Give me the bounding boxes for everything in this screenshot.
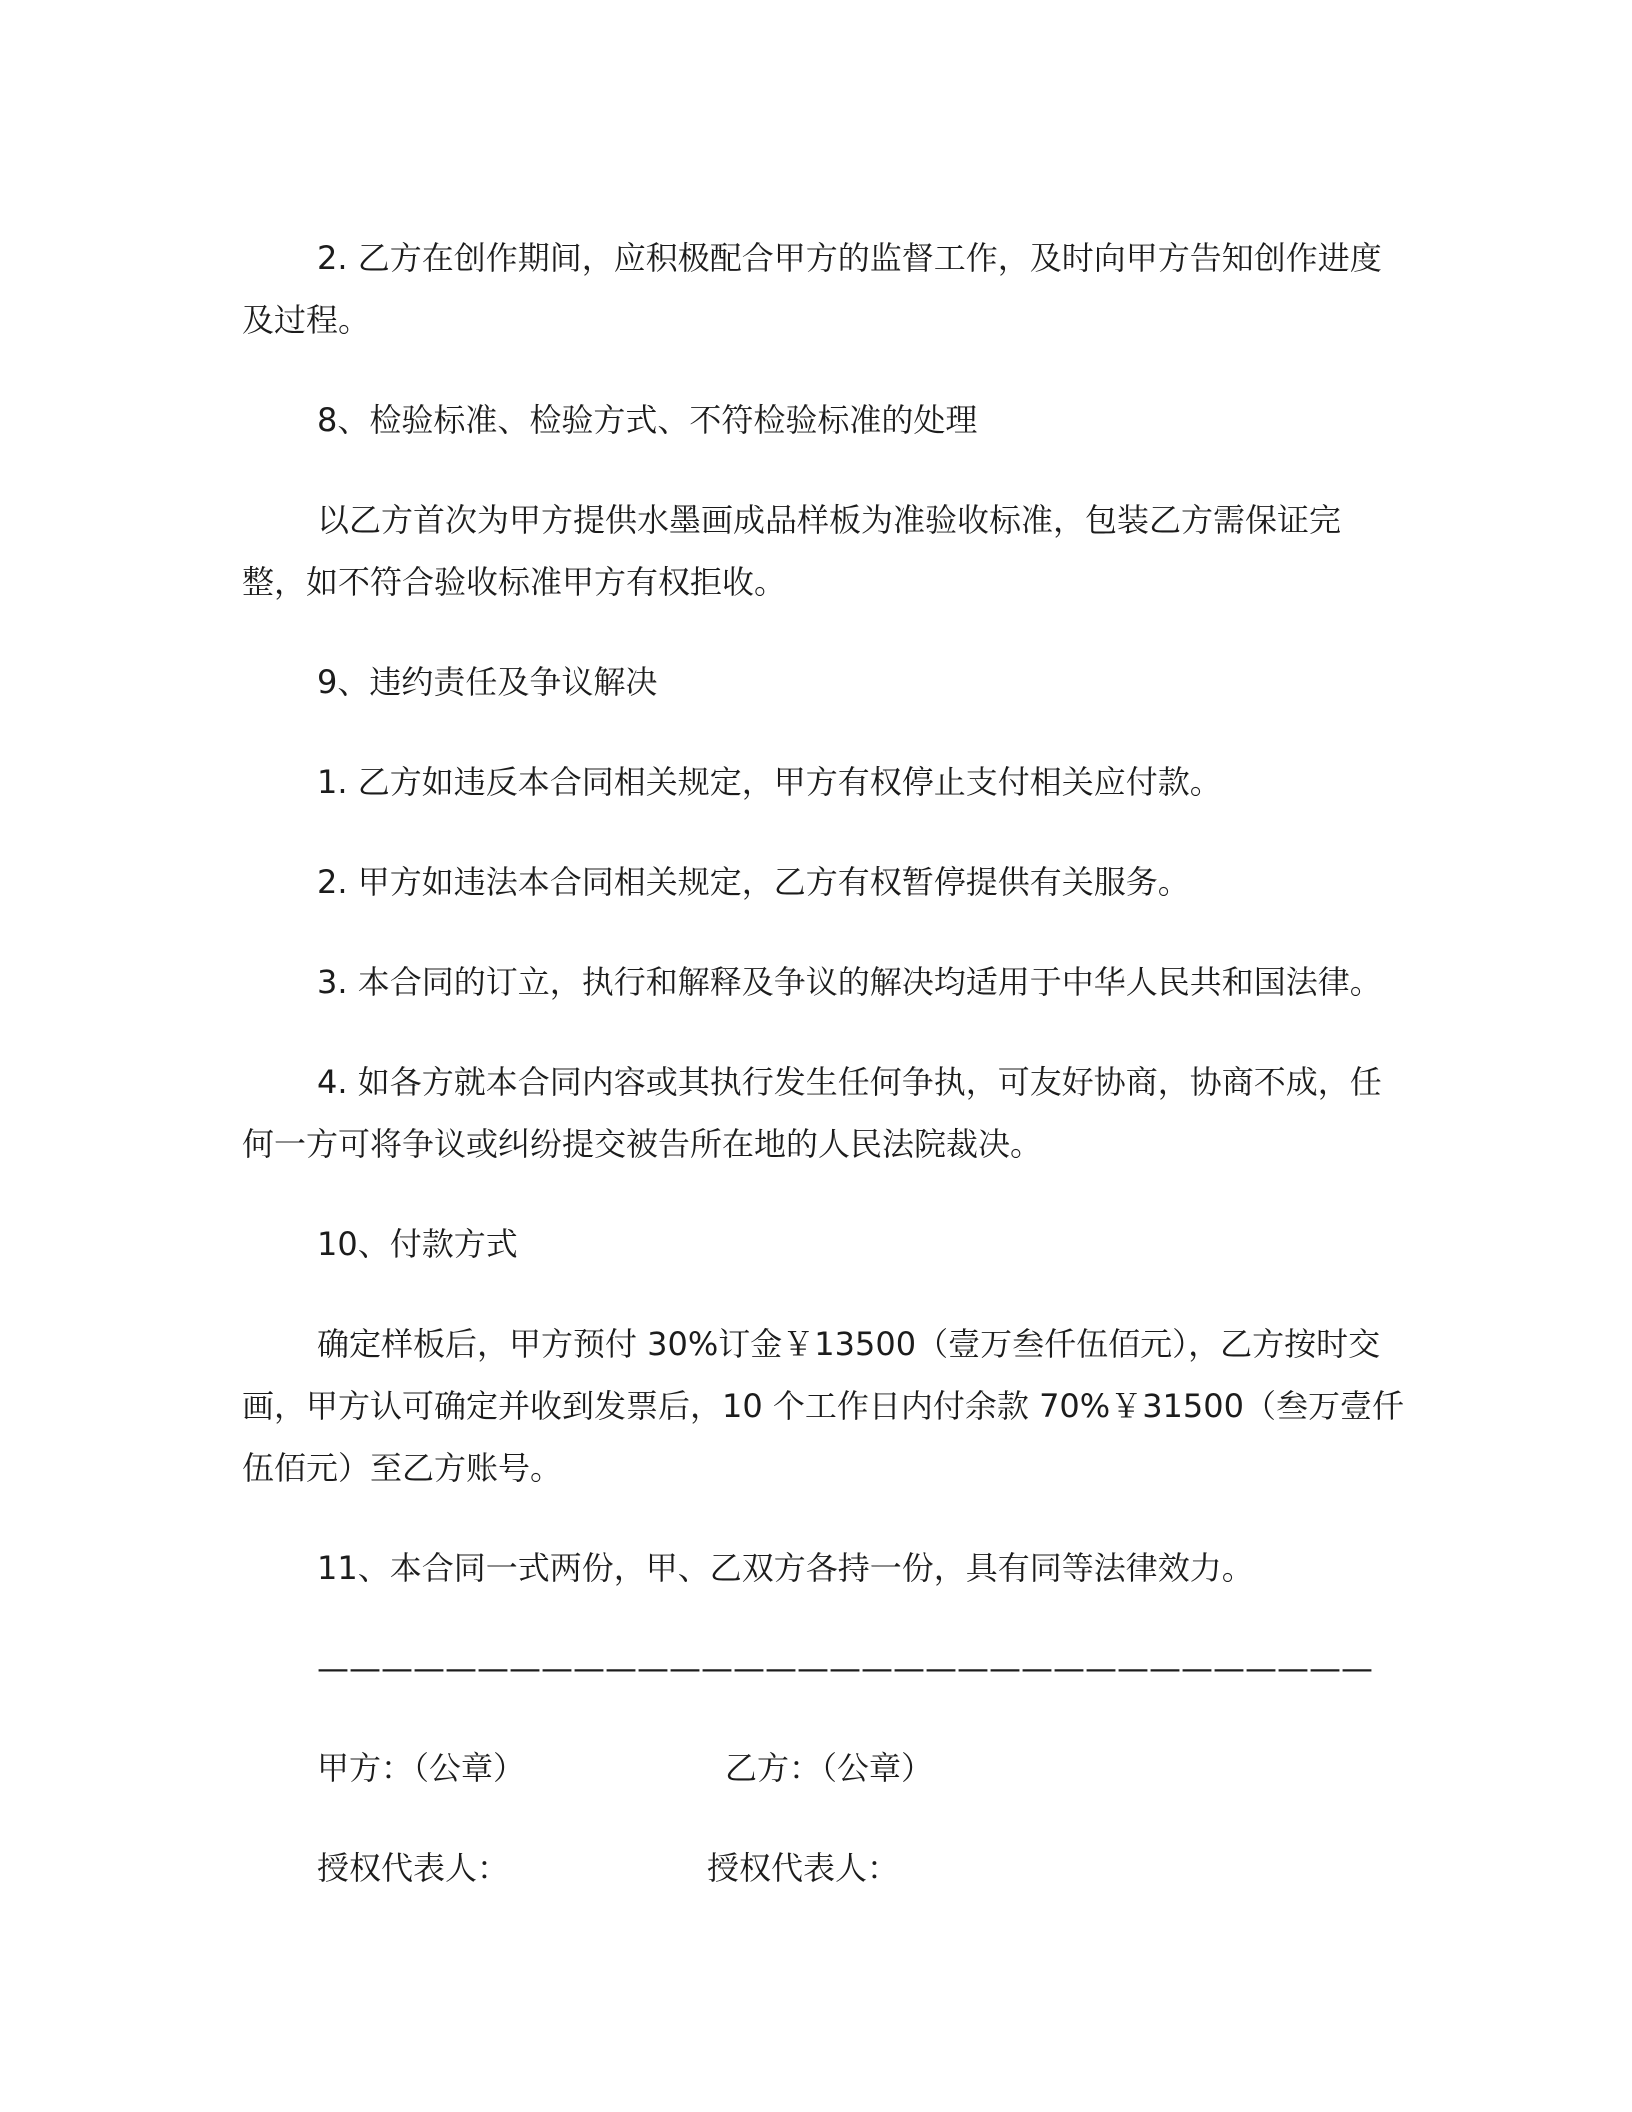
text-line: 11、本合同一式两份，甲、乙双方各持一份，具有同等法律效力。 bbox=[317, 1549, 1254, 1587]
separator-line: ————————————————————————————————— bbox=[317, 1649, 1373, 1687]
party-a-seal-label: 甲方：（公章） bbox=[317, 1749, 526, 1787]
breach-clause-3 bbox=[242, 951, 1442, 1013]
contract-body bbox=[242, 227, 1442, 1937]
inspection-standard-paragraph bbox=[242, 489, 1442, 613]
section-9-heading bbox=[242, 651, 1442, 713]
breach-clause-4 bbox=[242, 1051, 1442, 1175]
text-line: 4. 如各方就本合同内容或其执行发生任何争执，可友好协商，协商不成，任 bbox=[317, 1063, 1382, 1101]
text-line: 画，甲方认可确定并收到发票后，10 个工作日内付余款 70%￥31500（叁万壹仟 bbox=[242, 1387, 1404, 1425]
text-line: 确定样板后，甲方预付 30%订金￥13500（壹万叁仟伍佰元），乙方按时交 bbox=[317, 1325, 1381, 1363]
text-line: 10、付款方式 bbox=[317, 1225, 518, 1263]
text-line: 以乙方首次为甲方提供水墨画成品样板为准验收标准，包装乙方需保证完 bbox=[317, 501, 1342, 539]
clause-creation-cooperation bbox=[242, 227, 1442, 351]
text-line: 整，如不符合验收标准甲方有权拒收。 bbox=[242, 563, 787, 601]
text-line: 9、违约责任及争议解决 bbox=[317, 663, 658, 701]
text-line: 伍佰元）至乙方账号。 bbox=[242, 1449, 563, 1487]
payment-terms-paragraph bbox=[242, 1313, 1442, 1499]
breach-clause-1 bbox=[242, 751, 1442, 813]
text-line: 及过程。 bbox=[242, 301, 371, 339]
text-line: 2. 甲方如违法本合同相关规定，乙方有权暂停提供有关服务。 bbox=[317, 863, 1190, 901]
text-line: 1. 乙方如违反本合同相关规定，甲方有权停止支付相关应付款。 bbox=[317, 763, 1222, 801]
text-line: 3. 本合同的订立，执行和解释及争议的解决均适用于中华人民共和国法律。 bbox=[317, 963, 1382, 1001]
section-8-heading bbox=[242, 389, 1442, 451]
representative-row bbox=[242, 1837, 1442, 1899]
section-11-copies-clause bbox=[242, 1537, 1442, 1599]
text-line: 2. 乙方在创作期间，应积极配合甲方的监督工作，及时向甲方告知创作进度 bbox=[317, 239, 1382, 277]
seal-row bbox=[242, 1737, 1442, 1799]
party-b-representative-label: 授权代表人： bbox=[707, 1849, 900, 1887]
party-b-seal-label: 乙方：（公章） bbox=[725, 1749, 934, 1787]
text-line: 何一方可将争议或纠纷提交被告所在地的人民法院裁决。 bbox=[242, 1125, 1043, 1163]
text-line: 8、检验标准、检验方式、不符检验标准的处理 bbox=[317, 401, 978, 439]
section-10-heading bbox=[242, 1213, 1442, 1275]
party-a-representative-label: 授权代表人： bbox=[317, 1849, 510, 1887]
breach-clause-2 bbox=[242, 851, 1442, 913]
